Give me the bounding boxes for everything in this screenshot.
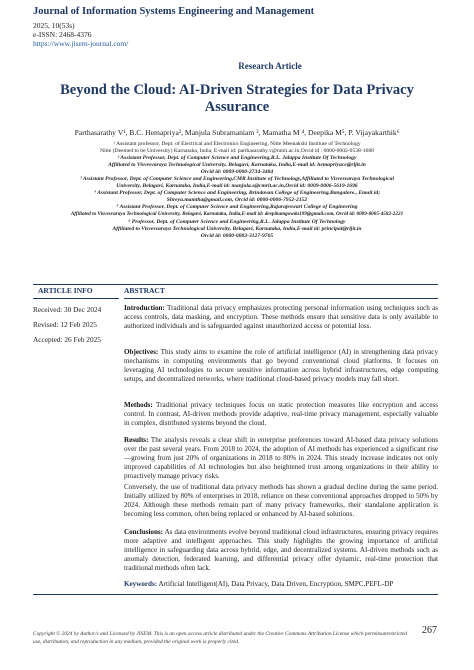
affiliation-line: Shreya.mamtha@gmail.com, Orcid id: 0000-0006-7952-2152 <box>166 197 308 204</box>
accepted-date: Accepted: 26 Feb 2025 <box>33 335 101 344</box>
affiliation-line: Orcid id: 0000-0003-3127-9705 <box>200 232 274 239</box>
article-info-rule <box>33 298 119 299</box>
journal-url-link[interactable]: https://www.jisem-journal.com/ <box>33 39 129 48</box>
introduction-paragraph: Introduction: Traditional data privacy emphasizes protecting personal information using techniques such as access controls, data masking, and encryption. These methods ensure that sensitive data is only available to authorized individuals and is safeguarded against unauthorized access or potential loss. <box>124 304 438 330</box>
journal-name: Journal of Information Systems Engineering and Management <box>33 6 315 17</box>
objectives-paragraph: Objectives: This study aims to examine the role of artificial intelligence (AI) in strengthening data privacy mechanisms in computing environments that go beyond conventional cloud platforms. It focuses on leveraging AI technologies to secure sensitive information across hybrid infrastructures, edge computing setups, and decentralized networks, where traditional cloud-based privacy models may fall short. <box>124 348 438 383</box>
section-bottom-rule <box>33 594 438 595</box>
copyright-notice: Copyright © 2024 by Author/s and Licensed by JISEM. This is an open access article distributed under the Creative Commons Attribution License which permitsunrestricted use, distribution, and reproduction in any medium, provided the original work is properly cited. <box>33 631 407 645</box>
methods-paragraph: Methods: Traditional privacy techniques focus on static protection measures like encryption and access control. In contrast, AI-driven methods provide adaptive, real-time privacy management, especially valuable in complex, distributed systems beyond the cloud. <box>124 401 439 427</box>
affiliation-line: Affiliated to Visvesvaraya Technological University, Belagavi, Karnataka, India,E-mail id: deepikamgowda199@gmail.com, Orcid id: 0009-0005-4582-2221 <box>70 211 404 218</box>
article-type: Research Article <box>238 61 302 71</box>
revised-date: Revised: 12 Feb 2025 <box>33 320 97 329</box>
conclusions-paragraph: Conclusions: As data environments evolve beyond traditional cloud infrastructures, ensuring privacy requires more adaptive and intelligent approaches. This study highlights the growing importance of artificial intelligence in safeguarding data across hybrid, edge, and decentralized systems. AI-driven methods such as anomaly detection, federated learning, and differential privacy offer dynamic, real-time protection that traditional methods often lack. <box>124 528 438 572</box>
eissn: e-ISSN: 2468-4376 <box>33 30 92 39</box>
keywords: Keywords: Artificial Intelligent(AI), Data Privacy, Data Driven, Encryption, SMPC,PEFL-DP <box>124 580 394 588</box>
author-list: Parthasarathy V¹, B.C. Hemapriya², Manjula Subramaniam ³, Mamatha M ⁴, Deepika M⁵, P. Vijayakarthik⁶ <box>74 128 400 137</box>
issue-number: 2025, 10(53s) <box>33 21 75 30</box>
affiliation-line: Affiliated to Visvesvaraya Technological University, Belagavi, Karnataka, India,E-mail id: principal@rljit.in <box>112 225 362 232</box>
affiliation-line: ² Assistant Professor, Dept. of Computer Science and Engineering,R.L. Jalappa Institute Of Technology <box>117 155 357 162</box>
page-number: 267 <box>422 625 437 636</box>
affiliation-line: University, Belagavi, Karnataka, India,E-mail id: manjula.s@cmrit.ac.in,Orcid id: 0009-0006-5619-1696 <box>116 183 358 190</box>
affiliation-line: ⁵ Assistant Professor, Dept. of Computer Science and Engineering,Rajarajeswari College of Engineering <box>116 204 358 211</box>
affiliations <box>20 141 454 240</box>
conversely-paragraph: Conversely, the use of traditional data privacy methods has shown a gradual decline during the same period. Initially utilized by 80% of enterprises in 2018, reliance on these conventional approaches dropped to 50% by 2024. Although these methods remain part of many privacy frameworks, their standalone application is becoming less common, often being replaced or enhanced by AI-based solutions. <box>124 483 438 518</box>
affiliation-line: ³ Assistant Professor, Dept. of Computer Science and Engineering,CMR Institute of Technology,Affiliated to Visvesvaraya Technological <box>79 176 394 183</box>
affiliation-line: ⁶ Professor, Dept. of Computer Science and Engineering,R.L. Jalappa Institute Of Technology <box>128 218 346 225</box>
results-paragraph: Results: The analysis reveals a clear shift in enterprise preferences toward AI-based data privacy solutions over the past several years. From 2018 to 2024, the adoption of AI methods has experienced a significant rise—growing from just 20% of organizations in 2018 to 80% in 2024. This steady increase indicates not only improved capabilities of AI technologies but also heightened trust among organizations in their ability to proactively manage privacy risks. <box>124 436 438 480</box>
article-info-heading: ARTICLE INFO <box>38 286 93 295</box>
received-date: Received: 30 Dec 2024 <box>33 305 102 314</box>
affiliation-line: Affiliated to Visvesvaraya Technological University, Belagavi, Karnataka, India,E-mail id: hemapriyace@rljit.in <box>108 162 366 169</box>
section-top-rule <box>33 284 438 285</box>
paper-title: Beyond the Cloud: AI-Driven Strategies for Data Privacy Assurance <box>60 82 414 115</box>
affiliation-line: Nitte (Deemed to be University) Karnataka, India, E-mail id: parthasarathy.v@nmit.ac.in,Orcid id : 0000-0002-0538-1688 <box>100 148 374 155</box>
affiliation-line: ⁴ Assistant Professor, Dept. of Computer Science and Engineering, Brindavan College of Engineering,Bangalore., Email id; <box>93 190 381 197</box>
abstract-heading: ABSTRACT <box>124 286 165 295</box>
affiliation-line: ¹ Assistant professor, Dept. of Electrical and Electronics Engineering, Nitte Meenakshi Institute of Technology <box>113 141 361 147</box>
abstract-rule <box>124 298 438 299</box>
affiliation-line: Orcid id: 0009-0000-2734-3484 <box>200 169 274 176</box>
